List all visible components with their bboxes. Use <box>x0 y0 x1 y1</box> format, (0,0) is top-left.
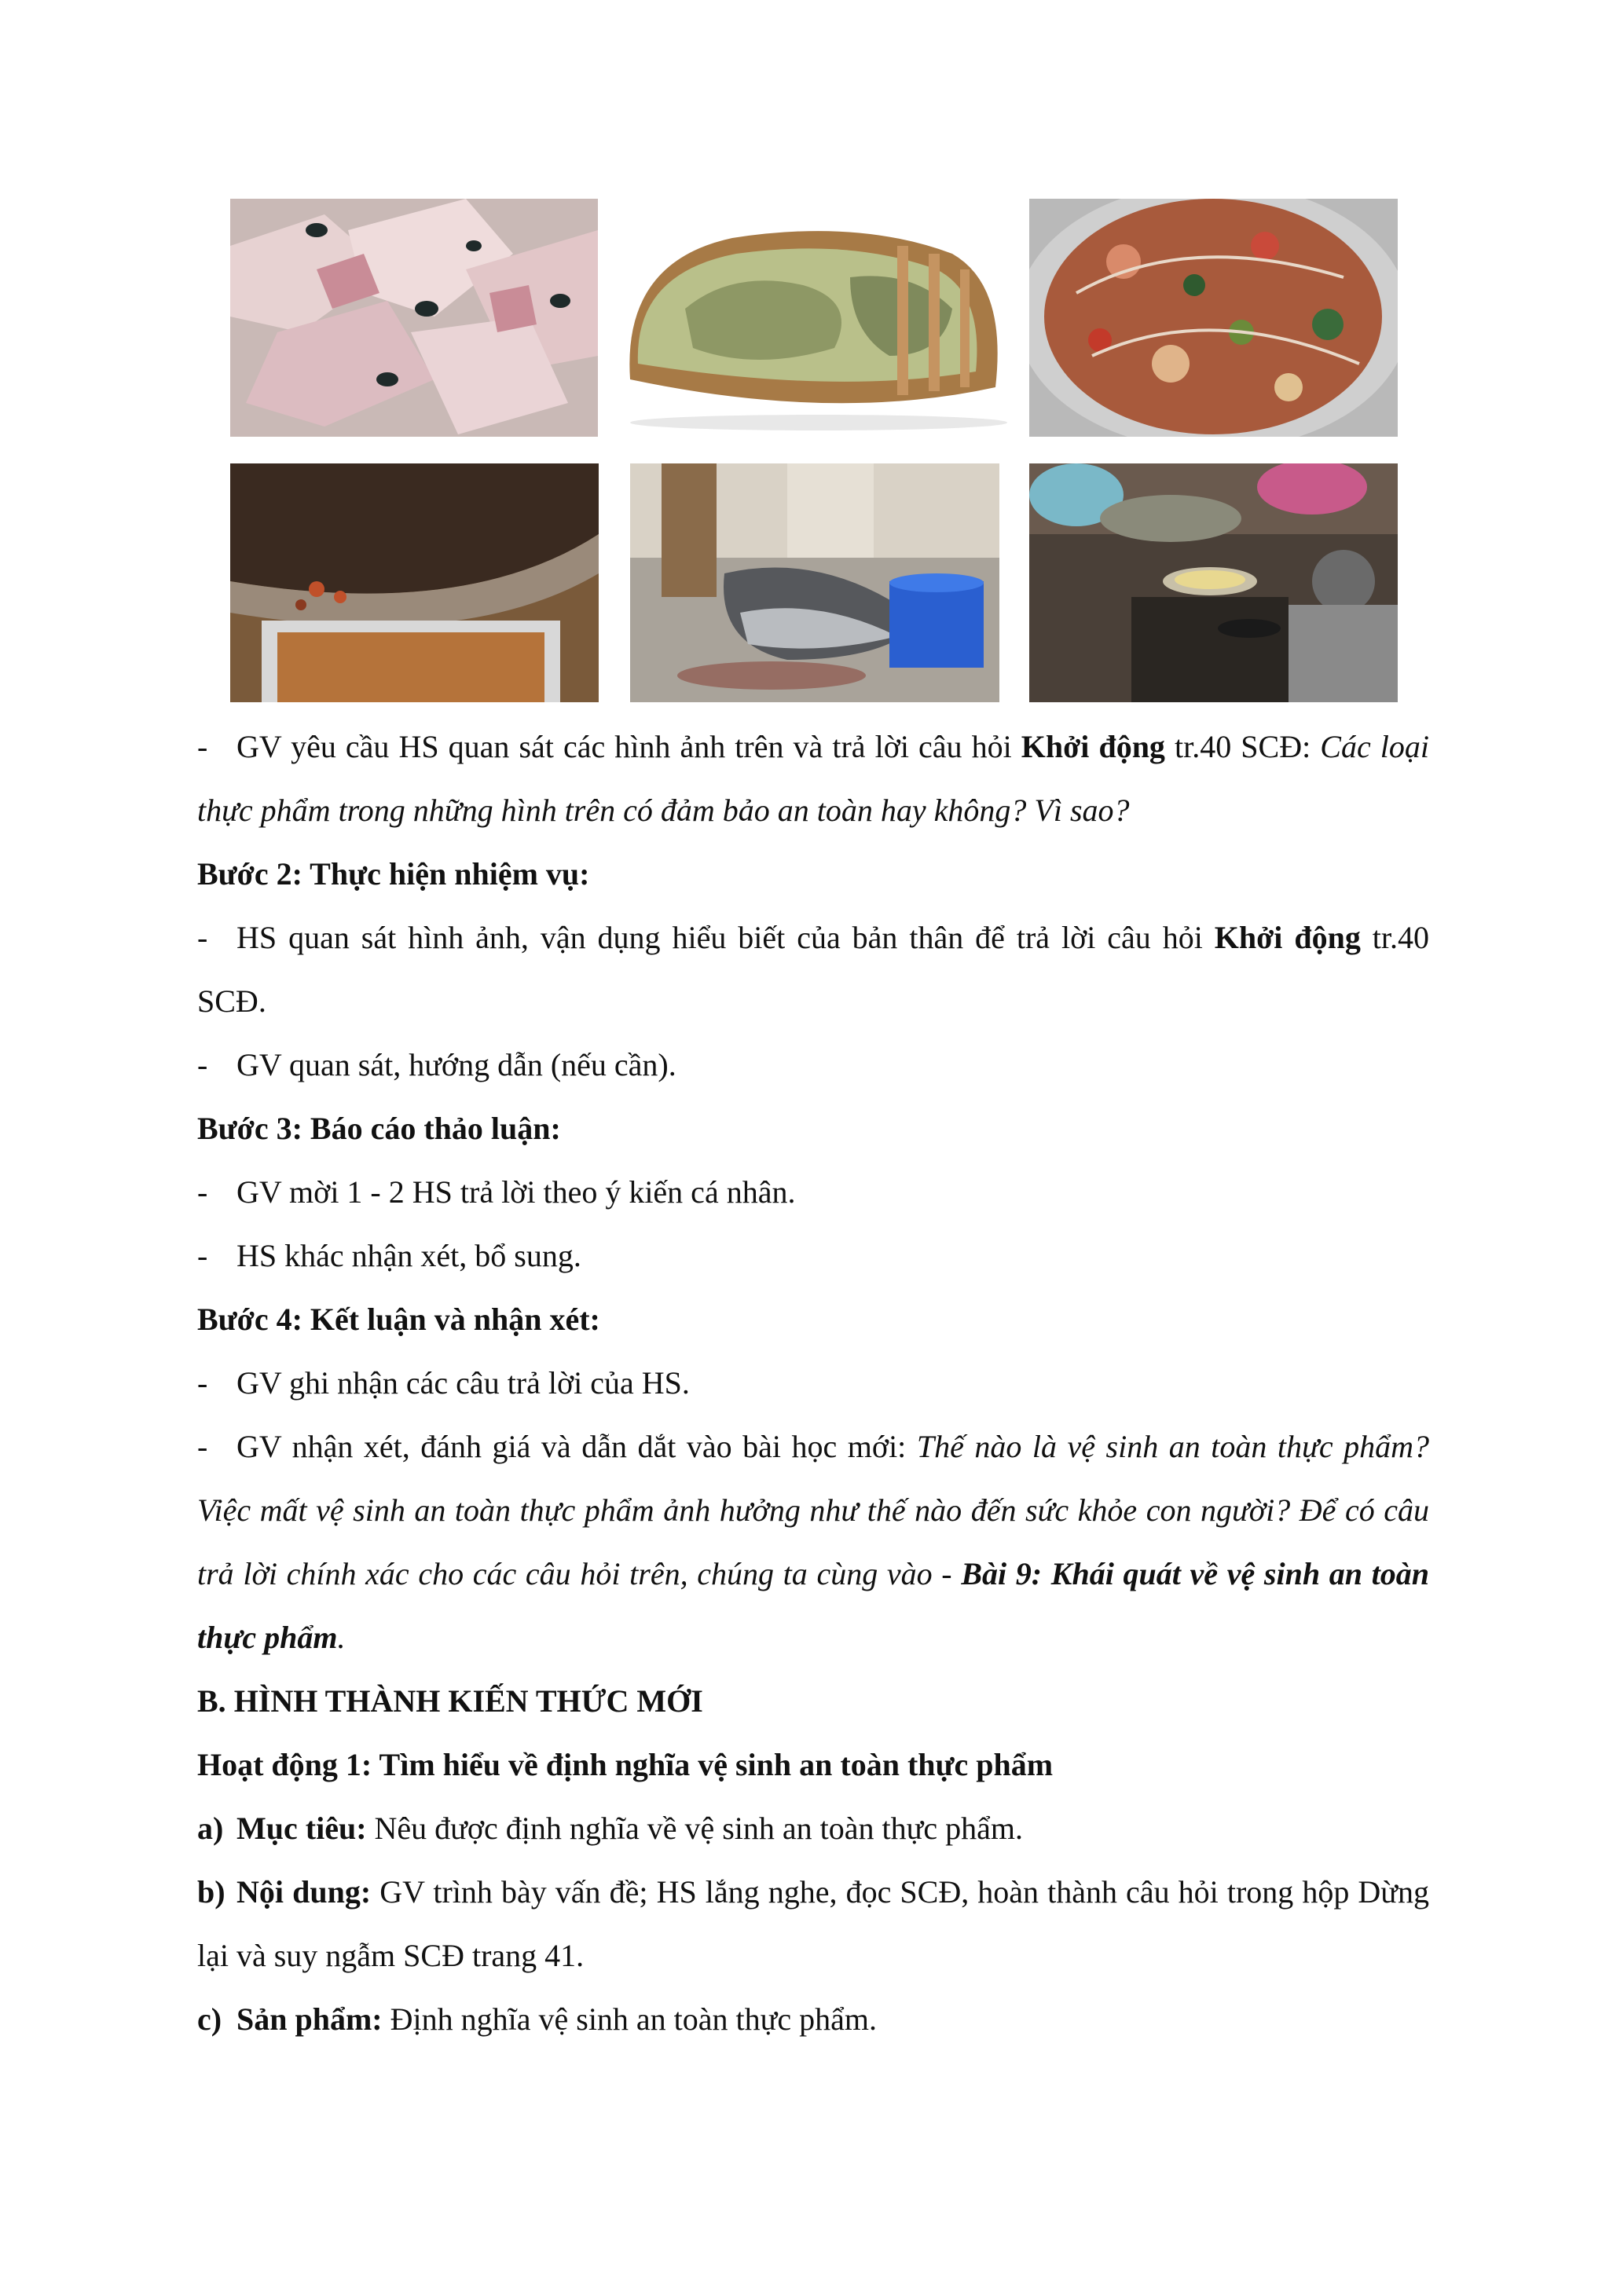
moldy-bread-photo <box>599 199 1027 437</box>
activity-1-product: c) Sản phẩm: Định nghĩa vệ sinh an toàn thực phẩm. <box>197 2001 877 2037</box>
section-b-heading: B. HÌNH THÀNH KIẾN THỨC MỚI <box>197 1683 703 1719</box>
step3-item-1: - GV mời 1 - 2 HS trả lời theo ý kiến cá nhân. <box>197 1174 796 1210</box>
used-cooking-oil-photo <box>230 463 599 702</box>
fish-on-floor-photo <box>630 463 999 702</box>
activity-1-content: b) Nội dung: GV trình bày vấn đề; HS lắng nghe, đọc SCĐ, hoàn thành câu hỏi trong hộp Dừng lại và suy ngẫm SCĐ trang 41. <box>197 1874 1429 1973</box>
spicy-salad-bowl-photo <box>1029 199 1398 437</box>
activity-1-goal: a) Mục tiêu: Nêu được định nghĩa về vệ sinh an toàn thực phẩm. <box>197 1811 1023 1846</box>
step2-item-1: - HS quan sát hình ảnh, vận dụng hiểu biết của bản thân để trả lời câu hỏi Khởi động tr.40 SCĐ. <box>197 920 1430 1019</box>
lesson-title: Bài 9: Khái quát về vệ sinh an toàn thực phẩm <box>197 1556 1430 1655</box>
activity-1-title: Hoạt động 1: Tìm hiểu về định nghĩa vệ sinh an toàn thực phẩm <box>197 1747 1054 1782</box>
step4-item-2: - GV nhận xét, đánh giá và dẫn dắt vào bài học mới: Thế nào là vệ sinh an toàn thực phẩm? Việc mất vệ sinh an toàn thực phẩm ảnh hưởng như thế nào đến sức khỏe con người? Để có câu trả lời chính xác cho các câu hỏi trên, chúng ta cùng vào - Bài 9: Khái quát về vệ sinh an toàn thực phẩm. <box>197 1429 1430 1655</box>
street-food-stall-photo <box>1029 463 1398 702</box>
step4-item-1: - GV ghi nhận các câu trả lời của HS. <box>197 1365 690 1401</box>
raw-fish-with-flies-photo <box>230 199 598 437</box>
step3-item-2: - HS khác nhận xét, bổ sung. <box>197 1238 581 1273</box>
intro-paragraph: - GV yêu cầu HS quan sát các hình ảnh trên và trả lời câu hỏi Khởi động tr.40 SCĐ: Các loại thực phẩm trong những hình trên có đảm bảo an toàn hay không? Vì sao? <box>197 729 1429 828</box>
step2-heading: Bước 2: Thực hiện nhiệm vụ: <box>197 856 590 892</box>
step4-heading: Bước 4: Kết luận và nhận xét: <box>197 1302 600 1337</box>
step3-heading: Bước 3: Báo cáo thảo luận: <box>197 1111 561 1146</box>
step2-item-2: - GV quan sát, hướng dẫn (nếu cần). <box>197 1047 676 1082</box>
lesson-text <box>197 715 1429 2051</box>
